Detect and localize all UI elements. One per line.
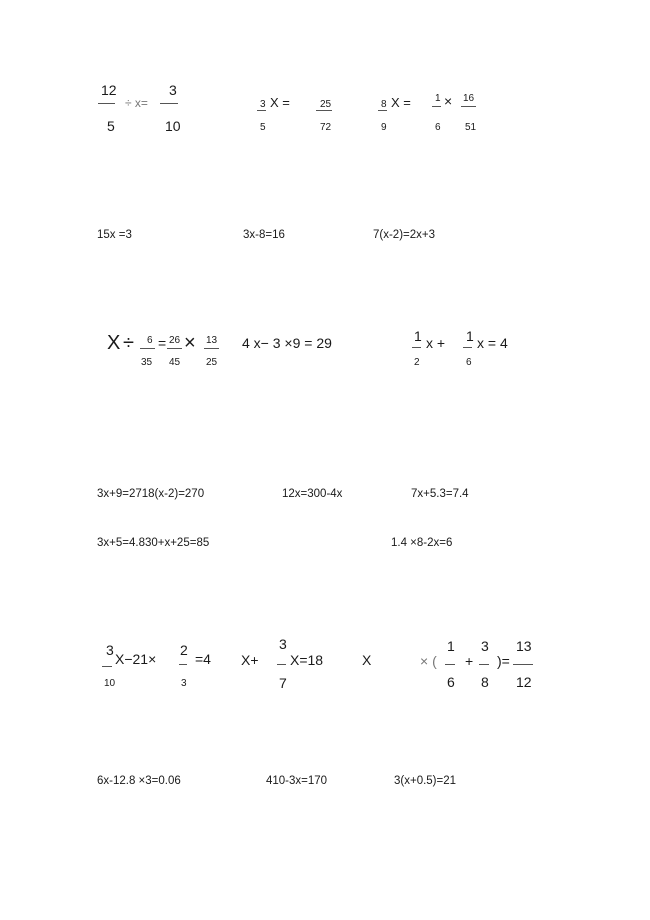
fraction-numerator: 13 (206, 335, 218, 346)
fraction-denominator: 2 (414, 357, 420, 368)
fraction-bar (461, 106, 476, 107)
fraction-numerator: 3 (106, 642, 114, 658)
fraction-bar (204, 348, 219, 349)
fraction-denominator: 8 (481, 674, 489, 690)
fraction-denominator: 7 (279, 675, 287, 691)
fraction-bar (378, 110, 387, 111)
fraction-numerator: 1 (466, 328, 474, 344)
fraction-numerator: 3 (279, 636, 287, 652)
fraction-denominator: 5 (107, 118, 115, 134)
equation-text: x + (426, 335, 446, 351)
equation-3-2: 4 x− 3 ×9 = 29 (242, 335, 332, 351)
fraction-bar (445, 664, 455, 665)
equation-2-2: 3x-8=16 (243, 229, 285, 241)
fraction-bar (140, 348, 155, 349)
equation-text: X=18 (290, 652, 324, 668)
equation-7-3: 3(x+0.5)=21 (394, 775, 457, 787)
fraction-numerator: 12 (101, 82, 117, 98)
times-symbol: × (444, 93, 453, 109)
fraction-denominator: 72 (320, 122, 332, 133)
fraction-numerator: 1 (447, 638, 455, 654)
equation-5-2: 1.4 ×8-2x=6 (391, 537, 453, 549)
fraction-numerator: 6 (147, 335, 153, 346)
equation-text: X = (270, 95, 290, 110)
fraction-denominator: 35 (141, 357, 153, 368)
times-symbol: × (184, 332, 196, 354)
variable-x: X (107, 332, 121, 354)
equation-text: x = 4 (477, 335, 508, 351)
equation-5-1: 3x+5=4.830+x+25=85 (97, 537, 210, 549)
fraction-numerator: 1 (435, 93, 441, 104)
equation-text: X−21× (115, 651, 157, 667)
equals-symbol: = (158, 335, 167, 351)
equation-2-1: 15x =3 (97, 229, 132, 241)
fraction-denominator: 5 (260, 122, 266, 133)
equation-text: )= (497, 653, 510, 669)
fraction-numerator: 2 (180, 642, 188, 658)
fraction-numerator: 3 (481, 638, 489, 654)
fraction-bar (479, 664, 489, 665)
fraction-numerator: 13 (516, 638, 532, 654)
fraction-bar (277, 664, 286, 665)
fraction-bar (316, 110, 332, 111)
equation-text: X+ (241, 652, 259, 668)
fraction-denominator: 12 (516, 674, 532, 690)
divide-symbol: ÷ (123, 332, 134, 354)
fraction-denominator: 6 (447, 674, 455, 690)
fraction-numerator: 25 (320, 99, 332, 110)
equation-text: ÷ x= (125, 96, 148, 110)
plus-symbol: + (465, 653, 474, 669)
fraction-bar (98, 103, 115, 104)
equation-7-2: 410-3x=170 (266, 775, 328, 787)
fraction-bar (412, 347, 421, 348)
fraction-bar (179, 664, 187, 665)
equation-4-2: 12x=300-4x (282, 488, 343, 500)
fraction-numerator: 3 (260, 99, 266, 110)
equation-2-3: 7(x-2)=2x+3 (373, 229, 436, 241)
fraction-numerator: 26 (169, 335, 181, 346)
fraction-numerator: 1 (414, 328, 422, 344)
fraction-denominator: 51 (465, 122, 477, 133)
fraction-bar (102, 666, 112, 667)
fraction-denominator: 10 (104, 678, 116, 689)
fraction-bar (432, 106, 441, 107)
fraction-denominator: 6 (466, 357, 472, 368)
fraction-denominator: 25 (206, 357, 218, 368)
fraction-bar (167, 348, 182, 349)
fraction-numerator: 8 (381, 99, 387, 110)
fraction-bar (463, 347, 472, 348)
fraction-bar (257, 110, 266, 111)
equation-text: =4 (195, 651, 211, 667)
fraction-denominator: 10 (165, 118, 181, 134)
equation-7-1: 6x-12.8 ×3=0.06 (97, 775, 181, 787)
fraction-numerator: 3 (169, 82, 177, 98)
variable-x: X (362, 652, 372, 668)
fraction-numerator: 16 (463, 93, 475, 104)
equation-text: X = (391, 95, 411, 110)
fraction-denominator: 45 (169, 357, 181, 368)
equation-4-3: 7x+5.3=7.4 (411, 488, 469, 500)
fraction-bar (513, 664, 533, 665)
fraction-denominator: 3 (181, 678, 187, 689)
fraction-denominator: 9 (381, 122, 387, 133)
equation-4-1: 3x+9=2718(x-2)=270 (97, 488, 205, 500)
fraction-denominator: 6 (435, 122, 441, 133)
fraction-bar (160, 103, 178, 104)
equation-text: × ( (420, 653, 437, 669)
